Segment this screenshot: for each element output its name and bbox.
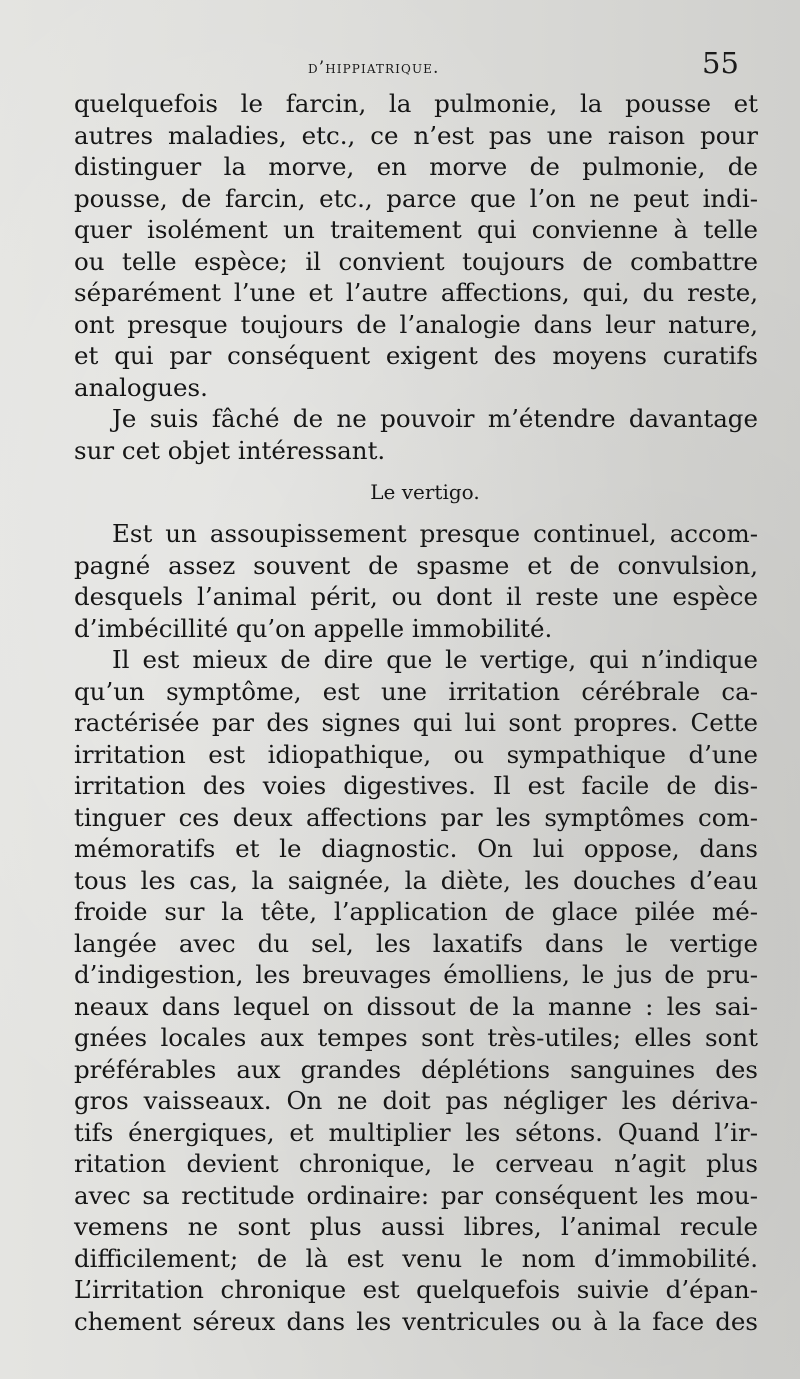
text-line: préférables aux grandes déplétions sanguines des: [74, 1054, 758, 1084]
text-line: séparément l’une et l’autre affections, qui, du reste,: [74, 278, 758, 307]
text-line: autres maladies, etc., ce n’est pas une raison pour: [74, 120, 758, 150]
text-line: quer isolément un traitement qui convienne à telle: [74, 215, 758, 244]
text-line: mémoratifs et le diagnostic. On lui oppose, dans: [74, 834, 758, 863]
text-line: analogues.: [74, 372, 208, 402]
text-line: et qui par conséquent exigent des moyens curatifs: [74, 341, 758, 370]
paragraph: [74, 88, 758, 403]
text-line: ont presque toujours de l’analogie dans leur nature,: [74, 309, 758, 339]
text-line: gnées locales aux tempes sont très-utiles; elles sont: [74, 1023, 758, 1052]
text-line: ritation devient chronique, le cerveau n’agit plus: [74, 1149, 758, 1178]
text-line: ou telle espèce; il convient toujours de combattre: [74, 246, 758, 276]
paragraph: [74, 403, 758, 466]
text-line: L’irritation chronique est quelquefois suivie d’épan-: [74, 1275, 758, 1304]
text-line: froide sur la tête, l’application de glace pilée mé-: [74, 897, 758, 926]
text-line: irritation est idiopathique, ou sympathique d’une: [74, 739, 758, 769]
text-line: gros vaisseaux. On ne doit pas négliger les dériva-: [74, 1086, 758, 1115]
text-line: avec sa rectitude ordinaire: par conséquent les mou-: [74, 1180, 758, 1210]
text-line: qu’un symptôme, est une irritation cérébrale ca-: [74, 676, 758, 706]
text-line: pousse, de farcin, etc., parce que l’on ne peut indi-: [74, 183, 758, 213]
page-number: 55: [702, 46, 739, 80]
section-title: Le vertigo.: [370, 480, 480, 504]
text-line: neaux dans lequel on dissout de la manne : les sai-: [74, 991, 758, 1021]
text-line: Il est mieux de dire que le vertige, qui n’indique: [112, 645, 758, 674]
text-line: Est un assoupissement presque continuel, accom-: [112, 519, 758, 548]
text-line: d’indigestion, les breuvages émolliens, le jus de pru-: [74, 960, 758, 989]
text-line: d’imbécillité qu’on appelle immobilité.: [74, 613, 553, 643]
text-line: tous les cas, la saignée, la diète, les douches d’eau: [74, 865, 758, 895]
text-line: ractérisée par des signes qui lui sont propres. Cette: [74, 708, 758, 737]
text-line: desquels l’animal périt, ou dont il reste une espèce: [74, 582, 758, 611]
text-line: quelquefois le farcin, la pulmonie, la pousse et: [74, 89, 758, 118]
text-line: langée avec du sel, les laxatifs dans le vertige: [74, 928, 758, 958]
running-head: d’hippiatrique.: [308, 58, 440, 78]
text-line: tinguer ces deux affections par les symptômes com-: [74, 802, 758, 832]
text-line: vemens ne sont plus aussi libres, l’animal recule: [74, 1212, 758, 1241]
text-line: sur cet objet intéressant.: [74, 435, 386, 465]
text-line: chement séreux dans les ventricules ou à la face des: [74, 1306, 758, 1336]
text-line: tifs énergiques, et multiplier les sétons. Quand l’ir-: [74, 1117, 758, 1147]
text-line: difficilement; de là est venu le nom d’immobilité.: [74, 1243, 758, 1273]
text-line: irritation des voies digestives. Il est facile de dis-: [74, 771, 758, 800]
paragraph: [74, 518, 758, 644]
text-line: Je suis fâché de ne pouvoir m’étendre davantage: [112, 404, 758, 433]
paragraph: [74, 644, 758, 1337]
page-text: [74, 88, 758, 1337]
text-line: pagné assez souvent de spasme et de convulsion,: [74, 550, 758, 580]
text-line: distinguer la morve, en morve de pulmonie, de: [74, 152, 758, 181]
